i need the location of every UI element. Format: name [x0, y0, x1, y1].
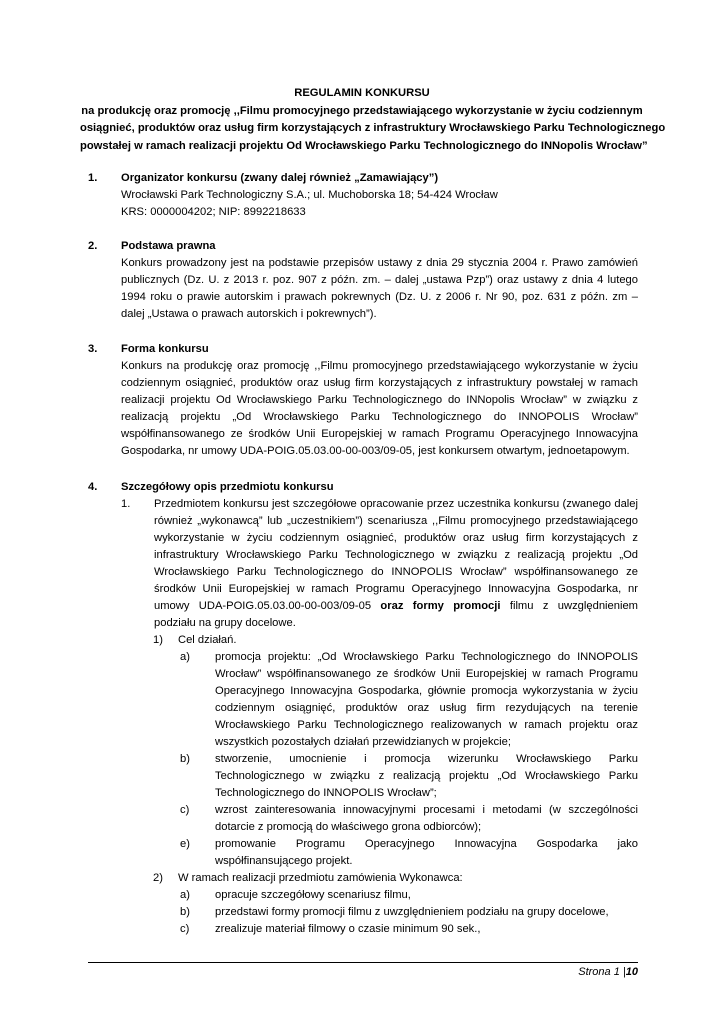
paragraph-number: 1. — [121, 498, 131, 510]
section-heading: Organizator konkursu (zwany dalej również „Zamawiający”) — [121, 172, 439, 184]
list-item: a) opracuje szczegółowy scenariusz filmu, — [180, 889, 411, 901]
paragraph-1 — [121, 496, 638, 632]
section-text: Konkurs prowadzony jest na podstawie przepisów ustawy z dnia 29 stycznia 2004 r. Prawo zamówień publicznych (Dz. U. z 2013 r. poz. 907 z późn. zm. – dalej „ustawa Pzp”) oraz ustawy z dnia 4 lutego 1994 roku o prawie autorskim i prawach pokrewnych (Dz. U. z 2006 r. Nr 90, poz. 631 z późn. zm – dalej „Ustawa o prawach autorskich i pokrewnych”). — [121, 257, 638, 320]
list-item: c) wzrost zainteresowania innowacyjnymi procesami i metodami (w szczególności dotarcie z promocją do właściwego grona odbiorców); — [180, 804, 638, 833]
subpoint-number: 2) — [153, 872, 163, 884]
organizer-registry: KRS: 0000004202; NIP: 8992218633 — [121, 206, 306, 218]
section-legal-basis — [88, 238, 638, 323]
subpoint-label: Cel działań. — [178, 634, 237, 646]
subpoint-number: 1) — [153, 634, 163, 646]
organizer-address: Wrocławski Park Technologiczny S.A.; ul. Muchoborska 18; 54-424 Wrocław — [121, 189, 498, 201]
list-item: a) promocja projektu: „Od Wrocławskiego Parku Technologicznego do INNOPOLIS Wrocław” współfinansowanego ze środków Unii Europejskiej w ramach Programu Operacyjnego Innowacyjna Gospodarka, głównie promocja wykorzystania w życiu codziennym osiągnięć, produktów oraz usług firm rezydujących na terenie Wrocławskiego Parku Technologicznego realizowanych w ramach projektu oraz wszystkich pozostałych działań przewidzianych w projekcie; — [180, 651, 638, 748]
list-item: b) przedstawi formy promocji filmu z uwzględnieniem podziału na grupy docelowe, — [180, 906, 609, 918]
list-item: b) stworzenie, umocnienie i promocja wizerunku Wrocławskiego Parku Technologicznego w związku z realizacją projektu „Od Wrocławskiego Parku Technologicznego do INNOPOLIS Wrocław”; — [180, 753, 638, 799]
footer-divider — [88, 962, 638, 963]
page-number: Strona 1 |10 — [578, 966, 638, 978]
section-text: Konkurs na produkcję oraz promocję ,,Filmu promocyjnego przedstawiającego wykorzystanie w życiu codziennym osiągnieć, produktów oraz usług firm korzystających z infrastruktury powstałej w ramach realizacji projektu Od Wrocławskiego Parku Technologicznego do INNopolis Wrocław” w związku z realizacją projektu „Od Wrocławskiego Parku Technologicznego do INNOPOLIS Wrocław” współfinansowanego ze środków Unii Europejskiej w ramach Programu Operacyjnego Innowacyjna Gospodarka, nr umowy UDA-POIG.05.03.00-00-003/09-05, jest konkursem otwartym, jednoetapowym. — [121, 360, 638, 457]
section-contest-form — [88, 341, 638, 460]
section-number: 4. — [88, 481, 98, 493]
subpoint-label: W ramach realizacji przedmiotu zamówienia Wykonawca: — [178, 872, 463, 884]
subpoint-1 — [153, 632, 638, 649]
section-heading: Szczegółowy opis przedmiotu konkursu — [121, 481, 334, 493]
goals-list — [88, 649, 638, 870]
list-item: c) zrealizuje materiał filmowy o czasie minimum 90 sek., — [180, 923, 481, 935]
section-number: 2. — [88, 240, 98, 252]
title-line-4: powstałej w ramach realizacji projektu Od Wrocławskiego Parku Technologicznego do INNopolis Wrocław” — [80, 139, 648, 152]
title-line-3: osiągnieć, produktów oraz usług firm korzystających z infrastruktury Wrocławskiego Parku Technologicznego — [80, 122, 666, 134]
section-heading: Forma konkursu — [121, 343, 209, 355]
section-detailed-description — [88, 479, 638, 938]
section-number: 1. — [88, 172, 98, 184]
section-number: 3. — [88, 343, 98, 355]
section-organizer — [88, 170, 638, 221]
list-item: e) promowanie Programu Operacyjnego Innowacyjna Gospodarka jako współfinansującego projekt. — [180, 838, 638, 867]
contractor-tasks-list — [88, 887, 638, 938]
section-heading: Podstawa prawna — [121, 240, 216, 252]
paragraph-text: Przedmiotem konkursu jest szczegółowe opracowanie przez uczestnika konkursu (zwanego dalej również „wykonawcą” lub „uczestnikiem”) scenariusza ,,Filmu promocyjnego przedstawiającego wykorzystanie w życiu codziennym osiągnieć, produktów oraz usług firm korzystających z infrastruktury Wrocławskiego Parku Technologicznego w związku z realizacją projektu „Od Wrocławskiego Parku Technologicznego do INNOPOLIS Wrocław” współfinansowanego ze środków Unii Europejskiej w ramach Programu Operacyjnego Innowacyjna Gospodarka, nr umowy UDA-POIG.05.03.00-00-003/09-05 oraz formy promocji filmu z uwzględnieniem podziału na grupy docelowe. — [154, 498, 639, 629]
title-line-1: REGULAMIN KONKURSU — [294, 87, 430, 99]
title-line-2: na produkcję oraz promocję ,,Filmu promocyjnego przedstawiającego wykorzystanie w życiu codziennym — [81, 104, 643, 117]
document-title — [80, 85, 666, 155]
subpoint-2 — [153, 870, 638, 887]
